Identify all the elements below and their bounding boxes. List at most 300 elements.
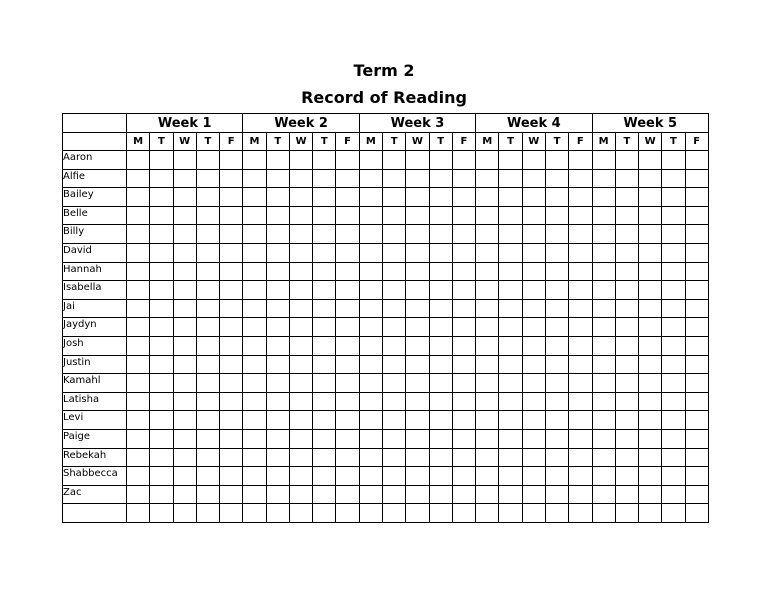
reading-cell[interactable] — [406, 374, 429, 393]
reading-cell[interactable] — [243, 243, 266, 262]
reading-cell[interactable] — [289, 206, 312, 225]
reading-cell[interactable] — [359, 448, 382, 467]
reading-cell[interactable] — [662, 243, 685, 262]
reading-cell[interactable] — [406, 336, 429, 355]
reading-cell[interactable] — [499, 262, 522, 281]
reading-cell[interactable] — [639, 262, 662, 281]
reading-cell[interactable] — [592, 225, 615, 244]
reading-cell[interactable] — [522, 485, 545, 504]
reading-cell[interactable] — [289, 504, 312, 523]
reading-cell[interactable] — [685, 206, 708, 225]
reading-cell[interactable] — [592, 188, 615, 207]
reading-cell[interactable] — [127, 262, 150, 281]
reading-cell[interactable] — [313, 504, 336, 523]
reading-cell[interactable] — [499, 485, 522, 504]
reading-cell[interactable] — [313, 355, 336, 374]
reading-cell[interactable] — [545, 485, 568, 504]
reading-cell[interactable] — [196, 504, 219, 523]
reading-cell[interactable] — [359, 411, 382, 430]
reading-cell[interactable] — [662, 355, 685, 374]
reading-cell[interactable] — [359, 392, 382, 411]
reading-cell[interactable] — [196, 151, 219, 170]
reading-cell[interactable] — [196, 188, 219, 207]
reading-cell[interactable] — [127, 299, 150, 318]
reading-cell[interactable] — [266, 355, 289, 374]
reading-cell[interactable] — [639, 392, 662, 411]
reading-cell[interactable] — [685, 151, 708, 170]
reading-cell[interactable] — [336, 169, 359, 188]
reading-cell[interactable] — [592, 151, 615, 170]
reading-cell[interactable] — [150, 206, 173, 225]
reading-cell[interactable] — [545, 318, 568, 337]
reading-cell[interactable] — [289, 151, 312, 170]
reading-cell[interactable] — [639, 448, 662, 467]
reading-cell[interactable] — [615, 318, 638, 337]
reading-cell[interactable] — [452, 411, 475, 430]
reading-cell[interactable] — [196, 169, 219, 188]
reading-cell[interactable] — [243, 392, 266, 411]
reading-cell[interactable] — [150, 467, 173, 486]
reading-cell[interactable] — [359, 188, 382, 207]
reading-cell[interactable] — [220, 169, 243, 188]
reading-cell[interactable] — [289, 262, 312, 281]
reading-cell[interactable] — [499, 318, 522, 337]
reading-cell[interactable] — [592, 318, 615, 337]
reading-cell[interactable] — [406, 467, 429, 486]
reading-cell[interactable] — [173, 318, 196, 337]
reading-cell[interactable] — [685, 318, 708, 337]
reading-cell[interactable] — [220, 355, 243, 374]
reading-cell[interactable] — [289, 243, 312, 262]
reading-cell[interactable] — [196, 355, 219, 374]
reading-cell[interactable] — [615, 151, 638, 170]
reading-cell[interactable] — [336, 281, 359, 300]
reading-cell[interactable] — [313, 225, 336, 244]
reading-cell[interactable] — [592, 392, 615, 411]
reading-cell[interactable] — [639, 485, 662, 504]
reading-cell[interactable] — [569, 206, 592, 225]
reading-cell[interactable] — [429, 318, 452, 337]
reading-cell[interactable] — [243, 448, 266, 467]
reading-cell[interactable] — [662, 411, 685, 430]
reading-cell[interactable] — [243, 169, 266, 188]
reading-cell[interactable] — [615, 243, 638, 262]
reading-cell[interactable] — [243, 299, 266, 318]
reading-cell[interactable] — [266, 225, 289, 244]
reading-cell[interactable] — [685, 299, 708, 318]
reading-cell[interactable] — [313, 336, 336, 355]
reading-cell[interactable] — [639, 336, 662, 355]
reading-cell[interactable] — [266, 206, 289, 225]
reading-cell[interactable] — [522, 448, 545, 467]
reading-cell[interactable] — [499, 374, 522, 393]
reading-cell[interactable] — [406, 504, 429, 523]
reading-cell[interactable] — [196, 411, 219, 430]
reading-cell[interactable] — [685, 336, 708, 355]
reading-cell[interactable] — [685, 374, 708, 393]
reading-cell[interactable] — [359, 206, 382, 225]
reading-cell[interactable] — [359, 281, 382, 300]
reading-cell[interactable] — [406, 485, 429, 504]
reading-cell[interactable] — [569, 429, 592, 448]
reading-cell[interactable] — [173, 411, 196, 430]
reading-cell[interactable] — [545, 467, 568, 486]
reading-cell[interactable] — [662, 429, 685, 448]
reading-cell[interactable] — [615, 467, 638, 486]
reading-cell[interactable] — [476, 374, 499, 393]
reading-cell[interactable] — [359, 336, 382, 355]
reading-cell[interactable] — [313, 392, 336, 411]
reading-cell[interactable] — [615, 262, 638, 281]
reading-cell[interactable] — [150, 151, 173, 170]
reading-cell[interactable] — [685, 169, 708, 188]
reading-cell[interactable] — [127, 448, 150, 467]
reading-cell[interactable] — [383, 336, 406, 355]
reading-cell[interactable] — [313, 169, 336, 188]
reading-cell[interactable] — [406, 188, 429, 207]
reading-cell[interactable] — [220, 467, 243, 486]
reading-cell[interactable] — [289, 355, 312, 374]
reading-cell[interactable] — [359, 485, 382, 504]
reading-cell[interactable] — [173, 374, 196, 393]
reading-cell[interactable] — [359, 429, 382, 448]
reading-cell[interactable] — [429, 188, 452, 207]
reading-cell[interactable] — [522, 504, 545, 523]
reading-cell[interactable] — [476, 151, 499, 170]
reading-cell[interactable] — [522, 374, 545, 393]
reading-cell[interactable] — [220, 262, 243, 281]
reading-cell[interactable] — [545, 206, 568, 225]
reading-cell[interactable] — [452, 336, 475, 355]
reading-cell[interactable] — [359, 262, 382, 281]
reading-cell[interactable] — [662, 206, 685, 225]
reading-cell[interactable] — [662, 336, 685, 355]
reading-cell[interactable] — [429, 429, 452, 448]
reading-cell[interactable] — [266, 281, 289, 300]
reading-cell[interactable] — [243, 336, 266, 355]
reading-cell[interactable] — [615, 429, 638, 448]
reading-cell[interactable] — [150, 169, 173, 188]
reading-cell[interactable] — [452, 206, 475, 225]
reading-cell[interactable] — [522, 299, 545, 318]
reading-cell[interactable] — [196, 318, 219, 337]
reading-cell[interactable] — [150, 485, 173, 504]
reading-cell[interactable] — [615, 448, 638, 467]
reading-cell[interactable] — [383, 448, 406, 467]
reading-cell[interactable] — [685, 411, 708, 430]
reading-cell[interactable] — [313, 299, 336, 318]
reading-cell[interactable] — [429, 206, 452, 225]
reading-cell[interactable] — [592, 206, 615, 225]
reading-cell[interactable] — [196, 206, 219, 225]
reading-cell[interactable] — [615, 392, 638, 411]
reading-cell[interactable] — [662, 318, 685, 337]
reading-cell[interactable] — [499, 243, 522, 262]
reading-cell[interactable] — [127, 504, 150, 523]
reading-cell[interactable] — [313, 281, 336, 300]
reading-cell[interactable] — [173, 243, 196, 262]
reading-cell[interactable] — [383, 429, 406, 448]
reading-cell[interactable] — [289, 188, 312, 207]
reading-cell[interactable] — [127, 392, 150, 411]
reading-cell[interactable] — [289, 169, 312, 188]
reading-cell[interactable] — [522, 262, 545, 281]
reading-cell[interactable] — [662, 504, 685, 523]
reading-cell[interactable] — [243, 355, 266, 374]
reading-cell[interactable] — [313, 467, 336, 486]
reading-cell[interactable] — [569, 281, 592, 300]
reading-cell[interactable] — [383, 188, 406, 207]
reading-cell[interactable] — [383, 504, 406, 523]
reading-cell[interactable] — [196, 485, 219, 504]
reading-cell[interactable] — [196, 392, 219, 411]
reading-cell[interactable] — [685, 355, 708, 374]
reading-cell[interactable] — [569, 392, 592, 411]
reading-cell[interactable] — [336, 374, 359, 393]
reading-cell[interactable] — [569, 336, 592, 355]
reading-cell[interactable] — [592, 485, 615, 504]
reading-cell[interactable] — [243, 151, 266, 170]
reading-cell[interactable] — [545, 448, 568, 467]
reading-cell[interactable] — [569, 318, 592, 337]
reading-cell[interactable] — [289, 392, 312, 411]
reading-cell[interactable] — [336, 299, 359, 318]
reading-cell[interactable] — [615, 299, 638, 318]
reading-cell[interactable] — [615, 374, 638, 393]
reading-cell[interactable] — [243, 206, 266, 225]
reading-cell[interactable] — [220, 206, 243, 225]
reading-cell[interactable] — [336, 411, 359, 430]
reading-cell[interactable] — [336, 206, 359, 225]
reading-cell[interactable] — [569, 374, 592, 393]
reading-cell[interactable] — [127, 318, 150, 337]
reading-cell[interactable] — [336, 225, 359, 244]
reading-cell[interactable] — [452, 243, 475, 262]
reading-cell[interactable] — [476, 206, 499, 225]
reading-cell[interactable] — [196, 429, 219, 448]
reading-cell[interactable] — [429, 411, 452, 430]
reading-cell[interactable] — [243, 374, 266, 393]
reading-cell[interactable] — [150, 299, 173, 318]
reading-cell[interactable] — [243, 467, 266, 486]
reading-cell[interactable] — [569, 411, 592, 430]
reading-cell[interactable] — [243, 188, 266, 207]
reading-cell[interactable] — [196, 374, 219, 393]
reading-cell[interactable] — [150, 243, 173, 262]
reading-cell[interactable] — [173, 336, 196, 355]
reading-cell[interactable] — [313, 429, 336, 448]
reading-cell[interactable] — [639, 206, 662, 225]
reading-cell[interactable] — [266, 188, 289, 207]
reading-cell[interactable] — [173, 225, 196, 244]
reading-cell[interactable] — [545, 336, 568, 355]
reading-cell[interactable] — [406, 355, 429, 374]
reading-cell[interactable] — [220, 392, 243, 411]
reading-cell[interactable] — [127, 225, 150, 244]
reading-cell[interactable] — [220, 448, 243, 467]
reading-cell[interactable] — [313, 243, 336, 262]
reading-cell[interactable] — [639, 411, 662, 430]
reading-cell[interactable] — [545, 151, 568, 170]
reading-cell[interactable] — [359, 318, 382, 337]
reading-cell[interactable] — [359, 504, 382, 523]
reading-cell[interactable] — [476, 429, 499, 448]
reading-cell[interactable] — [662, 485, 685, 504]
reading-cell[interactable] — [499, 392, 522, 411]
reading-cell[interactable] — [150, 355, 173, 374]
reading-cell[interactable] — [383, 392, 406, 411]
reading-cell[interactable] — [592, 467, 615, 486]
reading-cell[interactable] — [150, 336, 173, 355]
reading-cell[interactable] — [545, 243, 568, 262]
reading-cell[interactable] — [569, 355, 592, 374]
reading-cell[interactable] — [452, 448, 475, 467]
reading-cell[interactable] — [313, 318, 336, 337]
reading-cell[interactable] — [569, 299, 592, 318]
reading-cell[interactable] — [383, 485, 406, 504]
reading-cell[interactable] — [452, 504, 475, 523]
reading-cell[interactable] — [266, 318, 289, 337]
reading-cell[interactable] — [639, 151, 662, 170]
reading-cell[interactable] — [592, 262, 615, 281]
reading-cell[interactable] — [359, 299, 382, 318]
reading-cell[interactable] — [639, 169, 662, 188]
reading-cell[interactable] — [336, 467, 359, 486]
reading-cell[interactable] — [173, 262, 196, 281]
reading-cell[interactable] — [313, 411, 336, 430]
reading-cell[interactable] — [662, 225, 685, 244]
reading-cell[interactable] — [452, 299, 475, 318]
reading-cell[interactable] — [569, 262, 592, 281]
reading-cell[interactable] — [592, 411, 615, 430]
reading-cell[interactable] — [639, 355, 662, 374]
reading-cell[interactable] — [383, 151, 406, 170]
reading-cell[interactable] — [499, 206, 522, 225]
reading-cell[interactable] — [266, 243, 289, 262]
reading-cell[interactable] — [266, 299, 289, 318]
reading-cell[interactable] — [662, 188, 685, 207]
reading-cell[interactable] — [452, 485, 475, 504]
reading-cell[interactable] — [406, 243, 429, 262]
reading-cell[interactable] — [569, 225, 592, 244]
reading-cell[interactable] — [592, 355, 615, 374]
reading-cell[interactable] — [220, 336, 243, 355]
reading-cell[interactable] — [452, 262, 475, 281]
reading-cell[interactable] — [336, 355, 359, 374]
reading-cell[interactable] — [359, 225, 382, 244]
reading-cell[interactable] — [406, 281, 429, 300]
reading-cell[interactable] — [452, 188, 475, 207]
reading-cell[interactable] — [429, 374, 452, 393]
reading-cell[interactable] — [313, 151, 336, 170]
reading-cell[interactable] — [522, 188, 545, 207]
reading-cell[interactable] — [243, 281, 266, 300]
reading-cell[interactable] — [685, 188, 708, 207]
reading-cell[interactable] — [452, 355, 475, 374]
reading-cell[interactable] — [685, 485, 708, 504]
reading-cell[interactable] — [476, 336, 499, 355]
reading-cell[interactable] — [476, 485, 499, 504]
reading-cell[interactable] — [545, 504, 568, 523]
reading-cell[interactable] — [685, 225, 708, 244]
reading-cell[interactable] — [499, 355, 522, 374]
reading-cell[interactable] — [406, 448, 429, 467]
reading-cell[interactable] — [383, 243, 406, 262]
reading-cell[interactable] — [522, 355, 545, 374]
reading-cell[interactable] — [429, 262, 452, 281]
reading-cell[interactable] — [429, 448, 452, 467]
reading-cell[interactable] — [452, 392, 475, 411]
reading-cell[interactable] — [289, 485, 312, 504]
reading-cell[interactable] — [499, 299, 522, 318]
reading-cell[interactable] — [289, 374, 312, 393]
reading-cell[interactable] — [685, 448, 708, 467]
reading-cell[interactable] — [592, 299, 615, 318]
reading-cell[interactable] — [220, 318, 243, 337]
reading-cell[interactable] — [452, 374, 475, 393]
reading-cell[interactable] — [662, 467, 685, 486]
reading-cell[interactable] — [615, 169, 638, 188]
reading-cell[interactable] — [476, 448, 499, 467]
reading-cell[interactable] — [266, 467, 289, 486]
reading-cell[interactable] — [313, 188, 336, 207]
reading-cell[interactable] — [476, 188, 499, 207]
reading-cell[interactable] — [336, 262, 359, 281]
reading-cell[interactable] — [266, 374, 289, 393]
reading-cell[interactable] — [406, 225, 429, 244]
reading-cell[interactable] — [615, 336, 638, 355]
reading-cell[interactable] — [173, 392, 196, 411]
reading-cell[interactable] — [569, 151, 592, 170]
reading-cell[interactable] — [452, 467, 475, 486]
reading-cell[interactable] — [266, 485, 289, 504]
reading-cell[interactable] — [545, 299, 568, 318]
reading-cell[interactable] — [592, 169, 615, 188]
reading-cell[interactable] — [406, 262, 429, 281]
reading-cell[interactable] — [336, 429, 359, 448]
reading-cell[interactable] — [243, 504, 266, 523]
reading-cell[interactable] — [429, 225, 452, 244]
reading-cell[interactable] — [173, 485, 196, 504]
reading-cell[interactable] — [383, 355, 406, 374]
reading-cell[interactable] — [127, 188, 150, 207]
reading-cell[interactable] — [266, 392, 289, 411]
reading-cell[interactable] — [476, 281, 499, 300]
reading-cell[interactable] — [359, 151, 382, 170]
reading-cell[interactable] — [336, 485, 359, 504]
reading-cell[interactable] — [127, 429, 150, 448]
reading-cell[interactable] — [499, 169, 522, 188]
reading-cell[interactable] — [685, 392, 708, 411]
reading-cell[interactable] — [127, 281, 150, 300]
reading-cell[interactable] — [639, 225, 662, 244]
reading-cell[interactable] — [383, 411, 406, 430]
reading-cell[interactable] — [639, 318, 662, 337]
reading-cell[interactable] — [220, 281, 243, 300]
reading-cell[interactable] — [336, 151, 359, 170]
reading-cell[interactable] — [476, 299, 499, 318]
reading-cell[interactable] — [476, 411, 499, 430]
reading-cell[interactable] — [476, 355, 499, 374]
reading-cell[interactable] — [592, 448, 615, 467]
reading-cell[interactable] — [499, 188, 522, 207]
reading-cell[interactable] — [127, 411, 150, 430]
reading-cell[interactable] — [476, 504, 499, 523]
reading-cell[interactable] — [522, 206, 545, 225]
reading-cell[interactable] — [639, 429, 662, 448]
reading-cell[interactable] — [383, 206, 406, 225]
reading-cell[interactable] — [522, 392, 545, 411]
